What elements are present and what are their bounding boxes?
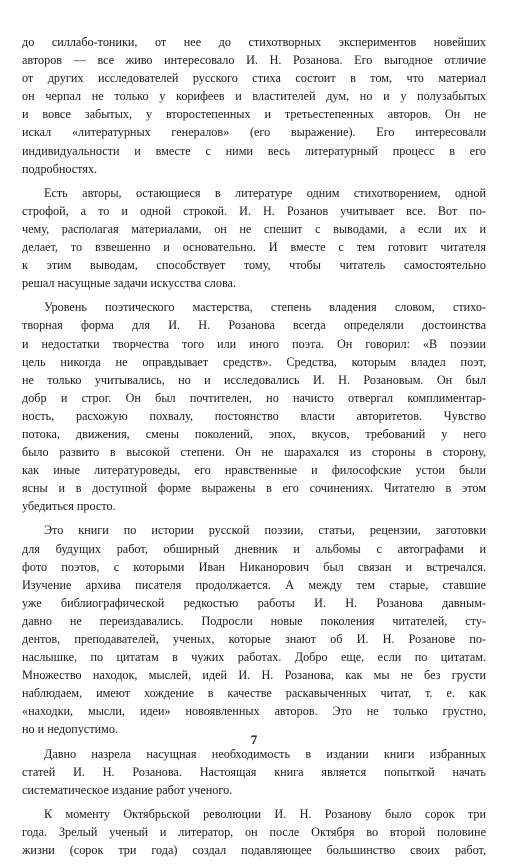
text-line: от других исследователей русского стиха состоит в том, что материал [22, 71, 486, 86]
paragraph [22, 298, 486, 515]
text-line: наслышке, по цитатам в чужих работах. Добро еще, если по цитатам. [22, 650, 486, 665]
text-line: Есть авторы, остающиеся в литературе одним стихотворением, одной [44, 185, 486, 200]
text-line: ясны и в доступной форме выражены в его сочинениях. Читателю в этом [22, 481, 486, 496]
text-line: года. Зрелый ученый и литератор, он после Октября во второй половине [22, 824, 486, 839]
paragraph [22, 805, 486, 859]
text-line: уже библиографической редкостью работы И. Н. Розанова давным- [22, 595, 486, 610]
text-line: давно не переиздавались. Подросли новые поколения читателей, сту- [22, 613, 486, 628]
text-line: решал насущные задачи искусства слова. [22, 276, 237, 291]
text-line: цель никогда не оправдывает средств». Средства, которым владел поэт, [22, 354, 486, 369]
text-line: К моменту Октябрьской революции И. Н. Розанову было сорок три [44, 806, 486, 821]
page-number: 7 [250, 732, 258, 747]
text-line: наблюдаем, имеют хождение в качестве раскавыченных читат, т. е. как [22, 686, 486, 701]
text-line: как иные литературоведы, его нравственные и философские устои были [22, 463, 486, 478]
text-line: «находки, мысли, идеи» новоявленных авторов. Это не только грустно, [22, 704, 486, 719]
text-line: творная форма для И. Н. Розанова всегда определяли достоинства [22, 318, 486, 333]
text-line: строфой, а то и одной строкой. И. Н. Розанов учитывает все. Вот по- [22, 203, 486, 218]
text-line: авторов — все живо интересовало И. Н. Розанова. Его выгодное отличие [22, 53, 486, 68]
text-line: систематическое издание работ ученого. [22, 782, 233, 797]
text-line: Это книги по истории русской поэзии, статьи, рецензии, заготовки [44, 523, 486, 538]
text-line: Давно назрела насущная необходимость в издании книги избранных [44, 746, 486, 761]
text-line: потока, движения, смены поколений, эпох, вкусов, требований у него [22, 426, 486, 441]
text-line: Уровень поэтического мастерства, степень владения словом, стихо- [44, 300, 486, 315]
text-line: дентов, преподавателей, ученых, которые знают об И. Н. Розанове по- [22, 632, 486, 646]
text-line: для будущих работ, обширный дневник и альбомы с автографами и [22, 541, 486, 556]
text-line: не только учитывались, но и исследовались И. Н. Розановым. Он был [22, 372, 486, 387]
text-line: делает, то взвешенно и основательно. И вместе с тем готовит читателя [22, 240, 486, 255]
text-line: но и недопустимо. [22, 722, 119, 737]
paragraph [22, 745, 486, 799]
text-line: было развито в высокой степени. Он не шарахался из стороны в сторону, [22, 445, 486, 460]
text-line: индивидуальности и вместе с ними весь литературный процесс в его [22, 143, 486, 158]
paragraph [22, 521, 486, 738]
text-line: к этим выводам, способствует тому, чтобы читатель самостоятельно [22, 258, 486, 273]
text-line: жизни (сорок три года) создал подавляющее большинство своих работ, [22, 843, 486, 858]
text-line: убедиться просто. [22, 499, 116, 514]
text-line: добр и строг. Он был почтителен, но начисто отвергал комплиментар- [22, 390, 486, 405]
text-line: до силлабо-тоники, от нее до стихотворных экспериментов новейших [22, 35, 486, 49]
text-line: Изучение архива писателя продолжается. А между тем старые, ставшие [22, 577, 486, 592]
text-line: и недостатки творчества того или иного поэта. Он говорил: «В поэзии [22, 336, 486, 351]
text-line: он черпал не только у корифеев и властителей дум, но и у полузабытых [22, 89, 486, 104]
paragraph [22, 184, 486, 293]
text-line: искал «литературных генералов» (его выражение). Его интересовали [22, 125, 486, 140]
paragraph [22, 33, 486, 178]
text-line: фото поэтов, с которыми Иван Никанорович был связан и встречался. [22, 559, 486, 574]
text-line: статей И. Н. Розанова. Настоящая книга является попыткой начать [22, 764, 486, 779]
text-line: ность, расхожую похвалу, постоянство власти авторитетов. Чувство [22, 408, 486, 423]
text-line: и вовсе забытых, у второстепенных и третьестепенных авторов. Он не [22, 107, 486, 122]
text-line: подробностях. [22, 161, 98, 176]
text-line: чему, располагая материалами, он не спешит с выводами, а если их и [22, 221, 486, 236]
text-line: Множество находок, мыслей, идей И. Н. Розанова, как мы не без грусти [22, 668, 486, 683]
